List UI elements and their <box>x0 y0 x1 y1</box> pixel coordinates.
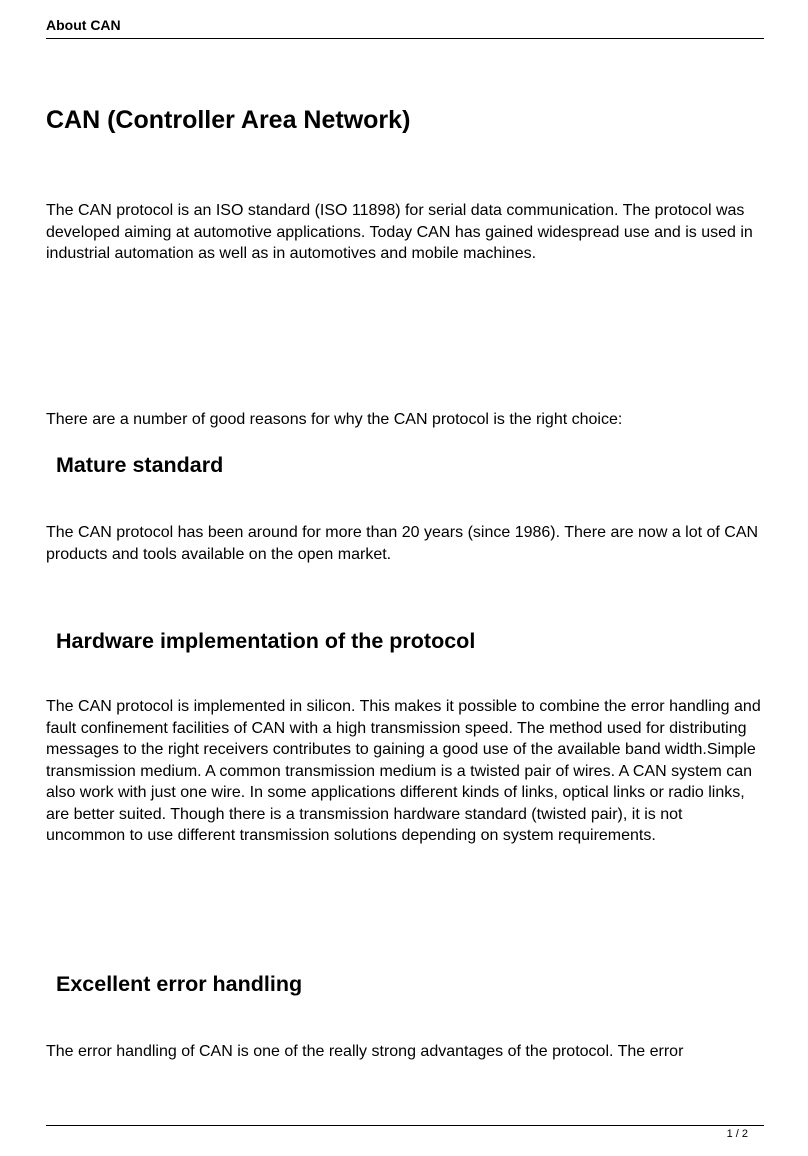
section-heading-mature-standard: Mature standard <box>56 453 224 477</box>
header-divider <box>46 38 764 39</box>
section-body-error-handling: The error handling of CAN is one of the really strong advantages of the protocol. The error <box>46 1043 684 1060</box>
section-heading-hardware-implementation: Hardware implementation of the protocol <box>56 629 476 653</box>
intro-paragraph: The CAN protocol is an ISO standard (ISO 11898) for serial data communication. The protocol was developed aiming at automotive applications. Today CAN has gained widespread use and is used in industrial automation as well as in automotives and mobile machines. <box>46 202 753 262</box>
section-heading-error-handling: Excellent error handling <box>56 972 303 996</box>
page-number: 1 / 2 <box>726 1128 748 1140</box>
footer-divider <box>46 1125 764 1126</box>
section-body-mature-standard: The CAN protocol has been around for more than 20 years (since 1986). There are now a lot of CAN products and tools available on the open market. <box>46 524 759 563</box>
page-title: CAN (Controller Area Network) <box>46 106 411 134</box>
section-body-hardware-implementation: The CAN protocol is implemented in silicon. This makes it possible to combine the error handling and fault confinement facilities of CAN with a high transmission speed. The method used for distributing messages to the right receivers contributes to gaining a good use of the available band width.Simple transmission medium. A common transmission medium is a twisted pair of wires. A CAN system can also work with just one wire. In some applications different kinds of links, optical links or radio links, are better suited. Though there is a transmission hardware standard (twisted pair), it is not uncommon to use different transmission solutions depending on system requirements. <box>46 698 761 844</box>
reasons-lead-paragraph: There are a number of good reasons for why the CAN protocol is the right choice: <box>46 411 623 428</box>
running-header: About CAN <box>46 17 121 33</box>
